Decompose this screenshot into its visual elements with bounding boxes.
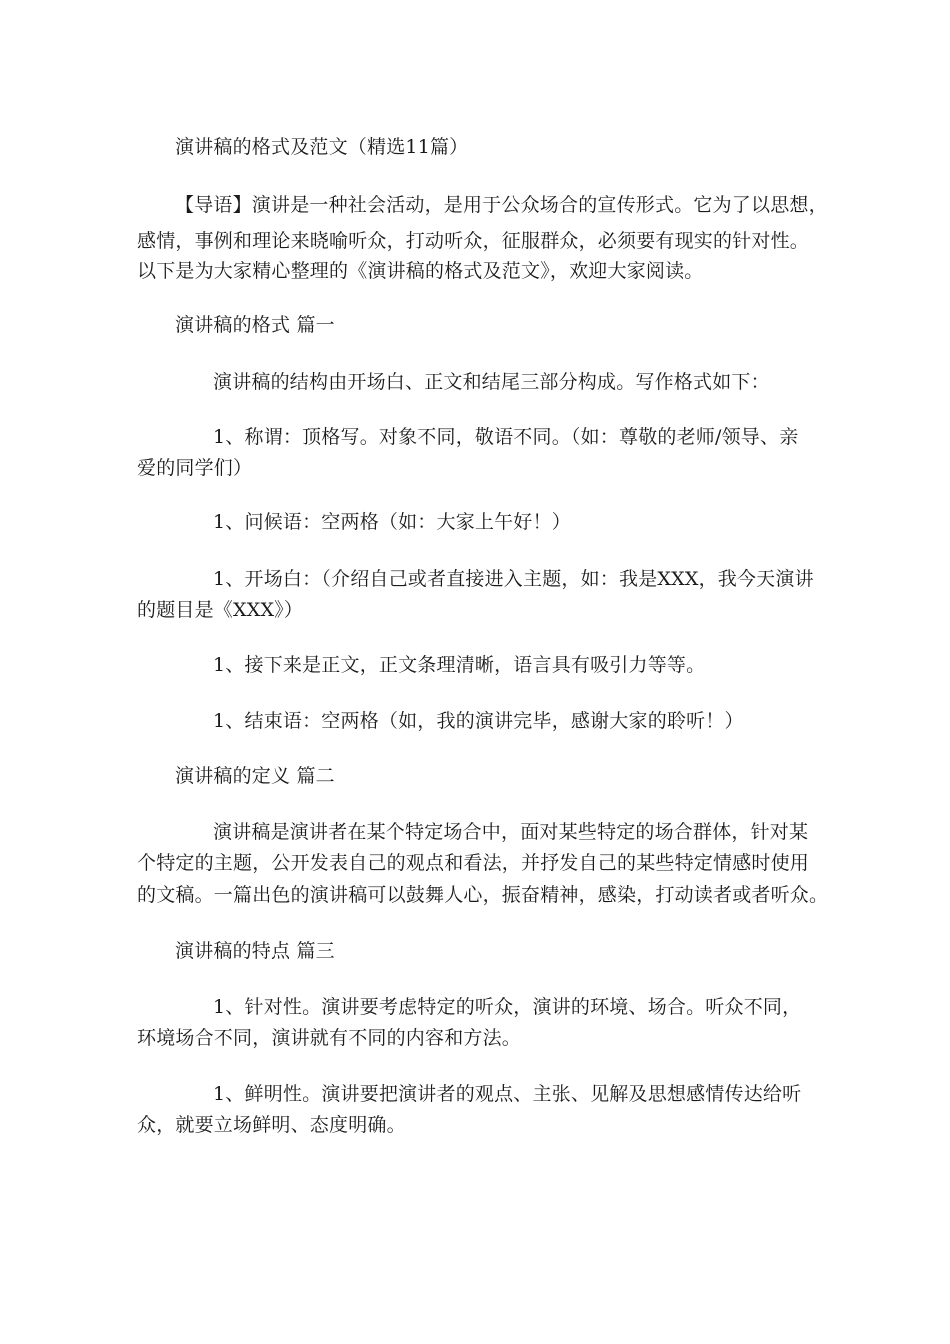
section-heading-format: 演讲稿的格式 篇一 [175,314,335,336]
paragraph-line: 环境场合不同，演讲就有不同的内容和方法。 [137,1027,522,1049]
paragraph-line: 1、称谓：顶格写。对象不同，敬语不同。（如：尊敬的老师/领导、亲 [213,426,799,448]
paragraph-line: 的文稿。一篇出色的演讲稿可以鼓舞人心，振奋精神，感染，打动读者或者听众。 [137,884,829,906]
intro-line: 【导语】演讲是一种社会活动，是用于公众场合的宣传形式。它为了以思想， [175,194,828,216]
paragraph-line: 个特定的主题，公开发表自己的观点和看法，并抒发自己的某些特定情感时使用 [137,852,810,874]
section-heading-features: 演讲稿的特点 篇三 [175,940,335,962]
paragraph-line: 1、针对性。演讲要考虑特定的听众，演讲的环境、场合。听众不同， [213,996,802,1018]
paragraph-line: 的题目是《XXX》） [137,599,304,621]
intro-line: 感情，事例和理论来晓喻听众，打动听众，征服群众，必须要有现实的针对性。 [137,230,810,252]
paragraph-line: 1、结束语：空两格（如，我的演讲完毕，感谢大家的聆听！） [213,710,744,732]
paragraph-line: 1、问候语：空两格（如：大家上午好！） [213,511,571,533]
paragraph-line: 众，就要立场鲜明、态度明确。 [137,1114,406,1136]
section-heading-definition: 演讲稿的定义 篇二 [175,765,335,787]
paragraph-line: 演讲稿是演讲者在某个特定场合中，面对某些特定的场合群体，针对某 [213,821,809,843]
document-title: 演讲稿的格式及范文（精选11篇） [175,136,469,158]
intro-line: 以下是为大家精心整理的《演讲稿的格式及范文》，欢迎大家阅读。 [137,260,704,282]
paragraph-line: 1、鲜明性。演讲要把演讲者的观点、主张、见解及思想感情传达给听 [213,1083,802,1105]
paragraph-line: 1、接下来是正文，正文条理清晰，语言具有吸引力等等。 [213,654,706,676]
paragraph-line: 爱的同学们） [137,457,253,479]
paragraph-line: 1、开场白：（介绍自己或者直接进入主题，如：我是XXX，我今天演讲 [213,568,814,590]
paragraph-line: 演讲稿的结构由开场白、正文和结尾三部分构成。写作格式如下： [213,371,770,393]
